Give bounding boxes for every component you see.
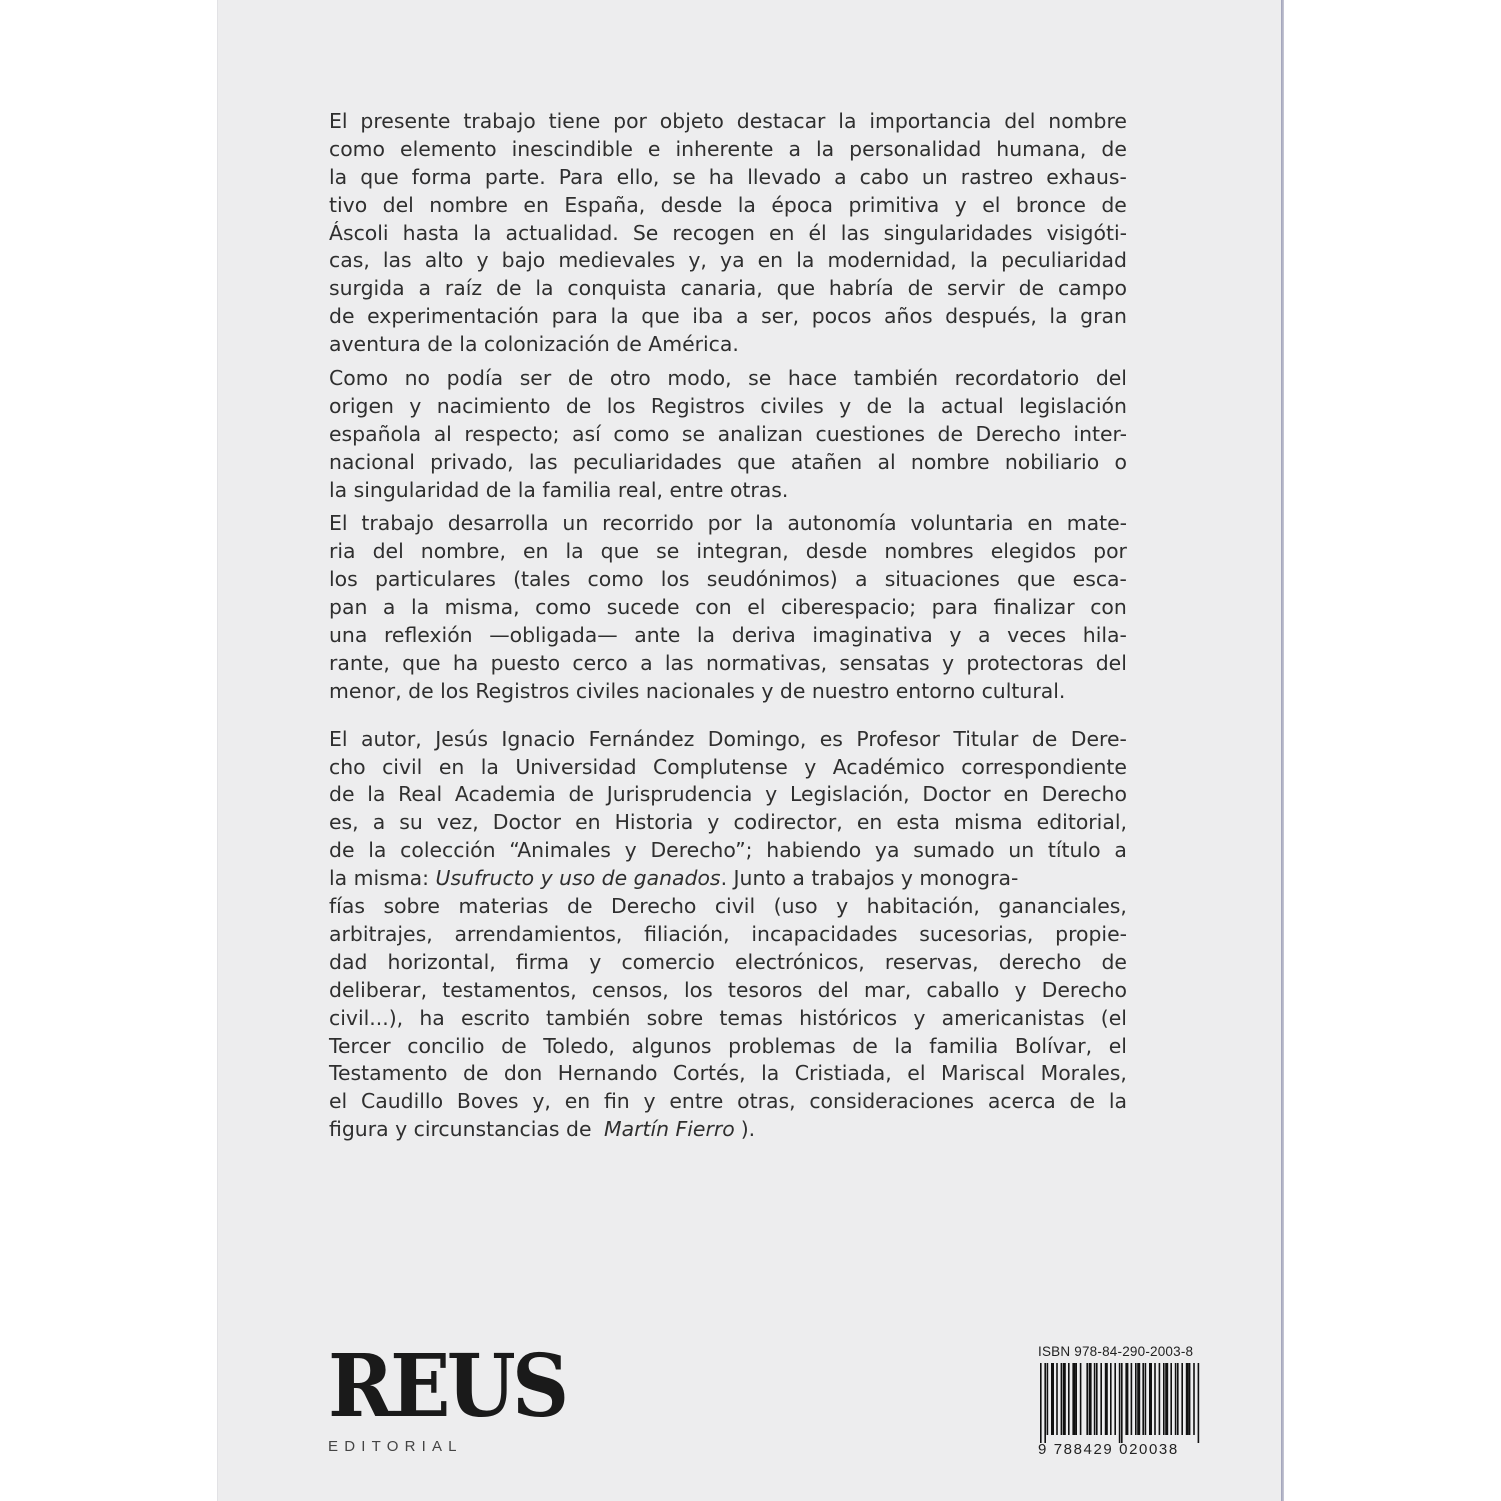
barcode-bar bbox=[1154, 1363, 1156, 1435]
barcode-bar bbox=[1100, 1363, 1102, 1435]
text-line: el Caudillo Boves y, en fin y entre otras, consideraciones acerca de la bbox=[329, 1089, 1127, 1114]
text-line bbox=[329, 331, 1127, 359]
line-text: menor, de los Registros civiles nacionales y de nuestro entorno cultural. bbox=[329, 678, 1066, 703]
text-line: española al respecto; así como se analizan cuestiones de Derecho inter- bbox=[329, 421, 1127, 446]
barcode-bar bbox=[1165, 1363, 1168, 1435]
text-line: tivo del nombre en España, desde la época primitiva y el bronce de bbox=[329, 192, 1127, 217]
barcode-bar bbox=[1131, 1363, 1133, 1435]
text-line: como elemento inescindible e inherente a la personalidad humana, de bbox=[329, 136, 1127, 161]
barcode-bar bbox=[1159, 1363, 1161, 1435]
barcode-bar bbox=[1040, 1363, 1042, 1443]
isbn-barcode-block bbox=[1038, 1344, 1204, 1458]
text-line: El autor, Jesús Ignacio Fernández Domingo, es Profesor Titular de Dere- bbox=[329, 726, 1127, 751]
text-line: de la Real Academia de Jurisprudencia y Legislación, Doctor en Derecho bbox=[329, 782, 1127, 807]
text-line: origen y nacimiento de los Registros civiles y de la actual legislación bbox=[329, 393, 1127, 418]
text-line: la que forma parte. Para ello, se ha llevado a cabo un rastreo exhaus- bbox=[329, 164, 1127, 189]
barcode-bar bbox=[1068, 1363, 1070, 1435]
line-text-prefix: la misma: bbox=[329, 866, 436, 891]
text-line bbox=[329, 865, 1127, 893]
line-text-suffix: ). bbox=[740, 1117, 756, 1142]
line-text bbox=[329, 865, 1018, 893]
text-line: dad horizontal, firma y comercio electrónicos, reservas, derecho de bbox=[329, 949, 1127, 974]
paragraph-autonomy bbox=[329, 510, 1127, 705]
barcode-bar bbox=[1072, 1363, 1075, 1435]
text-line: ria del nombre, en la que se integran, desde nombres elegidos por bbox=[329, 539, 1127, 564]
barcode-bar bbox=[1119, 1363, 1121, 1443]
barcode-bar bbox=[1051, 1363, 1054, 1435]
text-line bbox=[329, 477, 1127, 505]
text-line: nacional privado, las peculiaridades que atañen al nombre nobiliario o bbox=[329, 449, 1127, 474]
text-line: pan a la misma, como sucede con el ciberespacio; para finalizar con bbox=[329, 595, 1127, 620]
barcode-bar bbox=[1189, 1363, 1191, 1435]
publisher-logo bbox=[328, 1336, 566, 1455]
paragraph-summary bbox=[329, 108, 1127, 359]
text-line: Tercer concilio de Toledo, algunos problemas de la familia Bolívar, el bbox=[329, 1033, 1127, 1058]
text-line: rante, que ha puesto cerco a las normativas, sensatas y protectoras del bbox=[329, 650, 1127, 675]
line-text bbox=[329, 1116, 761, 1144]
isbn-label: ISBN 978-84-290-2003-8 bbox=[1038, 1344, 1194, 1359]
text-line: una reflexión —obligada— ante la deriva imaginativa y a veces hila- bbox=[329, 623, 1127, 648]
barcode-bar bbox=[1137, 1363, 1140, 1435]
text-line bbox=[329, 1116, 1127, 1144]
text-line: Como no podía ser de otro modo, se hace también recordatorio del bbox=[329, 366, 1127, 391]
barcode-bar bbox=[1056, 1363, 1058, 1435]
barcode-bar bbox=[1121, 1363, 1123, 1443]
line-text-suffix: . Junto a trabajos y monogra- bbox=[720, 866, 1019, 891]
barcode-bar bbox=[1193, 1363, 1195, 1435]
text-line: cho civil en la Universidad Complutense y Académico correspondiente bbox=[329, 754, 1127, 779]
text-line: de la colección “Animales y Derecho”; habiendo ya sumado un título a bbox=[329, 838, 1127, 863]
text-line: arbitrajes, arrendamientos, filiación, incapacidades sucesorias, propie- bbox=[329, 921, 1127, 946]
text-line: es, a su vez, Doctor en Historia y codirector, en esta misma editorial, bbox=[329, 810, 1127, 835]
barcode-bar bbox=[1149, 1363, 1152, 1435]
barcode-bar bbox=[1198, 1363, 1200, 1443]
barcode-bar bbox=[1163, 1363, 1165, 1435]
barcode-bar bbox=[1086, 1363, 1088, 1435]
barcode-bar bbox=[1175, 1363, 1177, 1435]
barcode-bar bbox=[1075, 1363, 1077, 1435]
barcode-icon bbox=[1038, 1363, 1202, 1443]
barcode-bar bbox=[1044, 1363, 1046, 1443]
line-text-prefix: figura y circunstancias de bbox=[329, 1117, 598, 1142]
text-line: Testamento de don Hernando Cortés, la Cristiada, el Mariscal Morales, bbox=[329, 1061, 1127, 1086]
spine-edge bbox=[1281, 0, 1284, 1501]
barcode-bar bbox=[1125, 1363, 1128, 1435]
barcode-bar bbox=[1170, 1363, 1172, 1435]
barcode-bar bbox=[1063, 1363, 1066, 1435]
line-text: la singularidad de la familia real, entre otras. bbox=[329, 477, 789, 502]
barcode-bar bbox=[1142, 1363, 1144, 1435]
barcode-bar bbox=[1080, 1363, 1082, 1435]
book-title-italic: Usufructo y uso de ganados bbox=[435, 866, 721, 891]
text-line: cas, las alto y bajo medievales y, ya en la modernidad, la peculiaridad bbox=[329, 248, 1127, 273]
paragraph-author-bio bbox=[329, 726, 1127, 1144]
text-line: Áscoli hasta la actualidad. Se recogen en él las singularidades visigóti- bbox=[329, 220, 1127, 245]
barcode-bar bbox=[1061, 1363, 1063, 1435]
text-line: los particulares (tales como los seudónimos) a situaciones que esca- bbox=[329, 567, 1127, 592]
barcode-bar bbox=[1181, 1363, 1183, 1435]
barcode-bar bbox=[1105, 1363, 1108, 1435]
text-line: civil...), ha escrito también sobre temas históricos y americanistas (el bbox=[329, 1005, 1127, 1030]
barcode-bar bbox=[1177, 1363, 1179, 1435]
barcode-bar bbox=[1096, 1363, 1098, 1435]
barcode-digits: 9 788429 020038 bbox=[1038, 1441, 1179, 1458]
barcode-bar bbox=[1110, 1363, 1112, 1435]
text-line: de experimentación para la que iba a ser, pocos años después, la gran bbox=[329, 304, 1127, 329]
text-line: surgida a raíz de la conquista canaria, que habría de servir de campo bbox=[329, 276, 1127, 301]
book-title-italic: Martín Fierro bbox=[603, 1117, 735, 1142]
text-line: El trabajo desarrolla un recorrido por la autonomía voluntaria en mate- bbox=[329, 511, 1127, 536]
paragraph-registries bbox=[329, 365, 1127, 504]
publisher-subtitle: EDITORIAL bbox=[328, 1438, 463, 1455]
back-cover-text bbox=[329, 108, 1127, 1144]
publisher-name: REUS bbox=[328, 1336, 566, 1437]
barcode-bar bbox=[1047, 1363, 1049, 1435]
text-line: fías sobre materias de Derecho civil (uso y habitación, gananciales, bbox=[329, 894, 1127, 919]
text-line: El presente trabajo tiene por objeto destacar la importancia del nombre bbox=[329, 109, 1127, 133]
barcode-bar bbox=[1145, 1363, 1147, 1435]
text-line: deliberar, testamentos, censos, los tesoros del mar, caballo y Derecho bbox=[329, 977, 1127, 1002]
barcode-bar bbox=[1135, 1363, 1137, 1435]
line-text: aventura de la colonización de América. bbox=[329, 332, 739, 357]
text-line bbox=[329, 678, 1127, 706]
barcode-bar bbox=[1186, 1363, 1189, 1435]
barcode-bar bbox=[1114, 1363, 1116, 1435]
barcode-bar bbox=[1094, 1363, 1096, 1435]
barcode-bar bbox=[1089, 1363, 1092, 1435]
